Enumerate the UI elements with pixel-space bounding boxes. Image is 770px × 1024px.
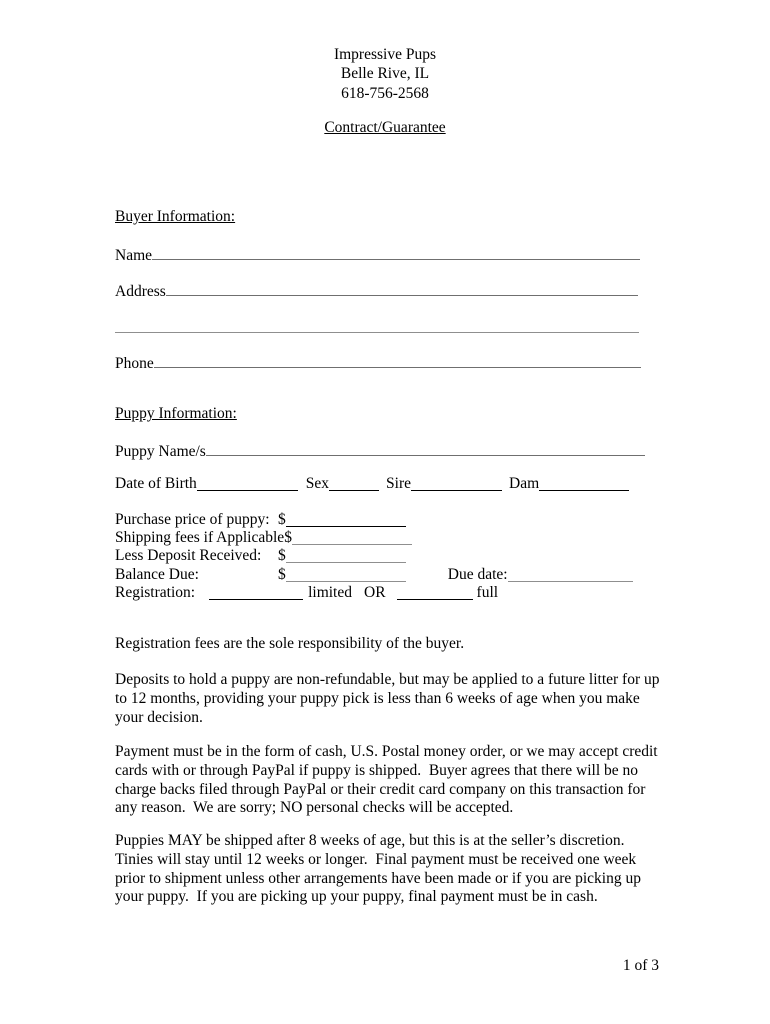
puppy-section-heading: Puppy Information:: [115, 405, 237, 422]
registration-fees-paragraph: Registration fees are the sole responsibility of the buyer.: [115, 635, 465, 652]
registration-limited-label: limited: [308, 584, 352, 601]
deposit-field-line[interactable]: [286, 547, 406, 563]
shipping-fees-label: Shipping fees if Applicable: [115, 529, 285, 546]
business-name: Impressive Pups: [333, 46, 437, 63]
deposit-label: Less Deposit Received:: [115, 547, 262, 564]
letterhead: [0, 45, 770, 103]
dob-label: Date of Birth: [115, 475, 197, 492]
business-phone: 618-756-2568: [341, 84, 429, 102]
dob-field-line[interactable]: [197, 475, 298, 491]
buyer-address-label: Address: [115, 283, 166, 300]
due-date-field-line[interactable]: [508, 566, 633, 582]
sex-field-line[interactable]: [329, 475, 379, 491]
puppy-birth-row: [115, 474, 629, 493]
purchase-price-label: Purchase price of puppy:: [115, 511, 270, 528]
registration-full-field-line[interactable]: [397, 584, 473, 600]
purchase-price-field-line[interactable]: [286, 511, 406, 527]
dam-label: Dam: [509, 475, 540, 492]
buyer-phone-label: Phone: [115, 355, 154, 372]
shipping-fees-row: [115, 528, 412, 547]
balance-due-field-line[interactable]: [286, 566, 406, 582]
buyer-address-field-line[interactable]: [166, 280, 638, 296]
registration-label: Registration:: [115, 584, 196, 601]
buyer-address-field-line-2[interactable]: [115, 317, 639, 333]
payment-paragraph: Payment must be in the form of cash, U.S. Postal money order, or we may accept credit cards with or through PayPal if puppy is shipped. Buyer agrees that there will be no charge backs filed through PayPal or their credit card company on this transaction for any reason. We are sorry; NO personal checks will be accepted.: [115, 743, 662, 817]
deposit-row: [115, 546, 406, 565]
document-title-wrap: [0, 118, 770, 137]
shipping-paragraph: Puppies MAY be shipped after 8 weeks of age, but this is at the seller’s discretion. Tinies will stay until 12 weeks or longer. Final payment must be received one week prior to shipment unless other arrangements have been made or if you are picking up your puppy. If you are picking up your puppy, final payment must be in cash.: [115, 832, 645, 906]
buyer-name-label: Name: [115, 247, 153, 264]
buyer-phone-field-line[interactable]: [154, 352, 641, 368]
dollar-sign: $: [284, 529, 292, 546]
balance-due-label: Balance Due:: [115, 566, 199, 583]
puppy-name-field-line[interactable]: [206, 440, 645, 456]
buyer-name-field-line[interactable]: [152, 244, 640, 260]
purchase-price-row: [115, 510, 406, 529]
puppy-name-row: [115, 440, 645, 461]
sire-label: Sire: [386, 475, 412, 492]
dam-field-line[interactable]: [539, 475, 629, 491]
buyer-name-row: [115, 244, 640, 265]
shipping-fees-field-line[interactable]: [292, 529, 412, 545]
buyer-section-heading: Buyer Information:: [115, 208, 236, 225]
deposits-paragraph: Deposits to hold a puppy are non-refundable, but may be applied to a future litter for up to 12 months, providing your puppy pick is less than 6 weeks of age when you make your decision.: [115, 671, 664, 726]
registration-row: [115, 583, 498, 602]
buyer-address-row-2: [115, 317, 639, 330]
business-location: Belle Rive, IL: [340, 65, 430, 83]
registration-limited-field-line[interactable]: [209, 584, 303, 600]
sex-label: Sex: [305, 475, 330, 492]
dollar-sign: $: [278, 511, 286, 528]
buyer-address-row: [115, 280, 638, 301]
dollar-sign: $: [278, 547, 286, 564]
dollar-sign: $: [278, 566, 286, 583]
registration-or-label: OR: [364, 584, 386, 601]
registration-full-label: full: [476, 584, 499, 601]
balance-due-row: [115, 565, 633, 584]
document-title: Contract/Guarantee: [324, 119, 446, 136]
puppy-name-label: Puppy Name/s: [115, 443, 206, 460]
sire-field-line[interactable]: [411, 475, 502, 491]
page-number: 1 of 3: [622, 957, 659, 974]
due-date-label: Due date:: [447, 566, 508, 583]
buyer-phone-row: [115, 352, 641, 373]
